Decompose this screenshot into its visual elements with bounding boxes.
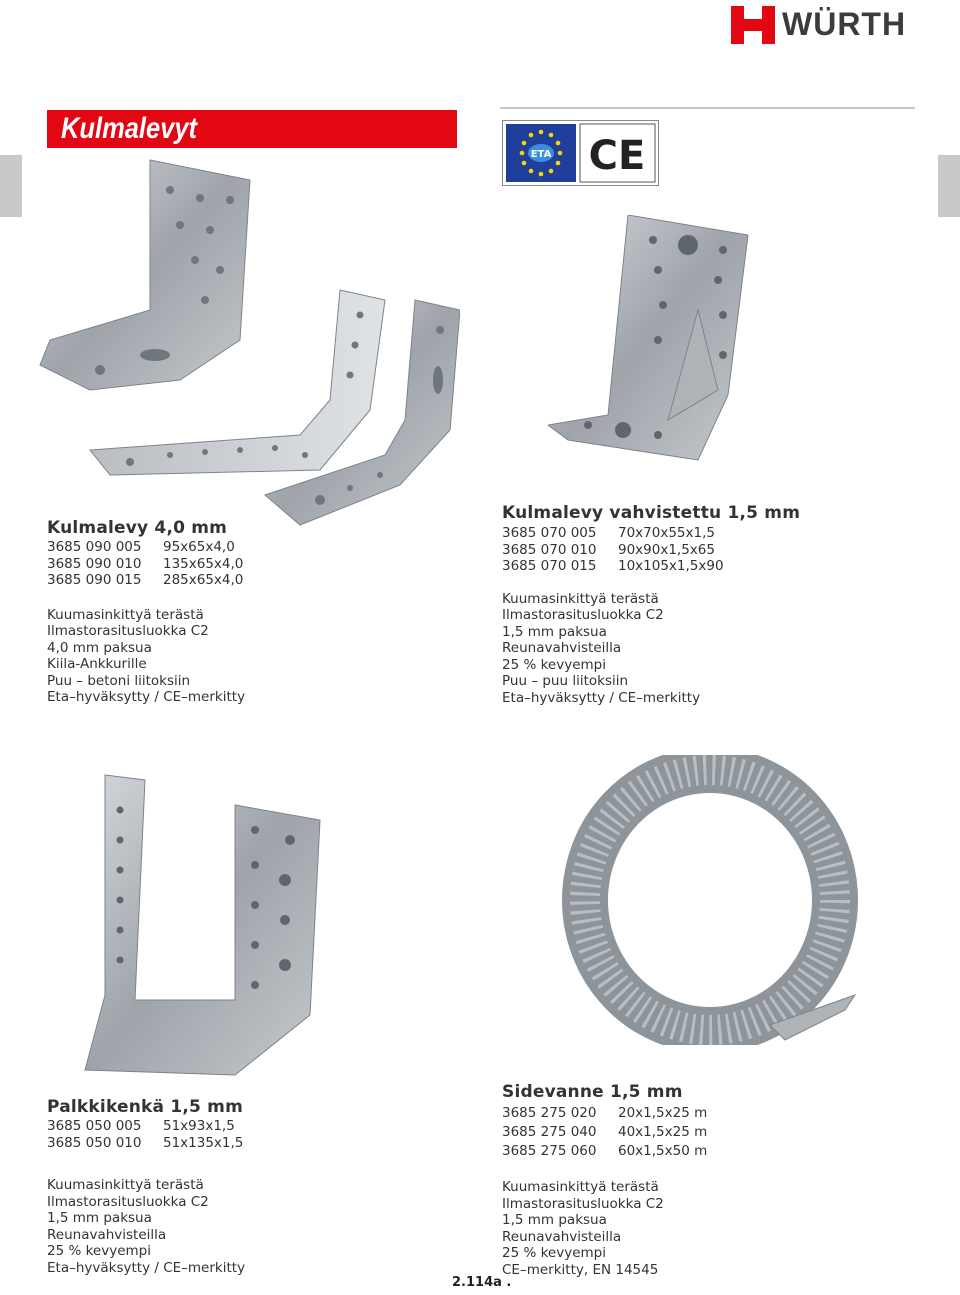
product-title: Kulmalevy 4,0 mm	[47, 518, 228, 538]
page-number: 2.114a .	[452, 1275, 512, 1290]
product-perforated-strap	[502, 1082, 707, 1278]
list-item: Puu – puu liitoksiin	[502, 673, 629, 689]
list-item: Eta–hyväksytty / CE–merkitty	[502, 689, 701, 706]
product-angle-plate-4mm	[47, 518, 245, 706]
perforated-strap-roll-image	[560, 755, 860, 1045]
list-item: Kuumasinkittyä terästä	[502, 590, 659, 607]
list-item: Kuumasinkittyä terästä	[47, 606, 204, 623]
reinforced-angle-plate-image	[548, 215, 758, 465]
joist-hanger-image	[75, 770, 340, 1080]
product-rows	[502, 1104, 707, 1161]
table-row: 3685 090 005 95x65x4,0	[47, 539, 235, 555]
page-title-bar	[47, 110, 457, 148]
list-item: Ilmastorasitusluokka C2	[502, 607, 664, 623]
side-tab-left	[0, 155, 22, 217]
list-item: Eta–hyväksytty / CE–merkitty	[47, 689, 246, 705]
table-row: 3685 070 010 90x90x1,5x65	[502, 541, 715, 558]
product-features	[47, 607, 245, 706]
table-row: 3685 275 020 20x1,5x25 m	[502, 1105, 708, 1121]
product-features	[47, 1177, 245, 1276]
table-row: 3685 050 005 51x93x1,5	[47, 1118, 235, 1134]
list-item: 1,5 mm paksua	[502, 1212, 607, 1228]
list-item: 1,5 mm paksua	[47, 1210, 152, 1226]
product-features	[502, 1179, 707, 1278]
list-item: Kuumasinkittyä terästä	[47, 1177, 204, 1193]
table-row: 3685 090 010 135x65x4,0	[47, 555, 244, 572]
list-item: Reunavahvisteilla	[47, 1226, 167, 1243]
product-features	[502, 591, 800, 707]
list-item: Puu – betoni liitoksiin	[47, 672, 191, 689]
list-item: Reunavahvisteilla	[502, 1228, 622, 1245]
product-rows	[502, 525, 800, 575]
list-item: 25 % kevyempi	[47, 1243, 151, 1259]
product-title: Sidevanne 1,5 mm	[502, 1082, 683, 1102]
table-row: 3685 090 015 285x65x4,0	[47, 572, 244, 588]
list-item: Kuumasinkittyä terästä	[502, 1179, 659, 1195]
page-title: Kulmalevyt	[61, 112, 198, 145]
list-item: 4,0 mm paksua	[47, 639, 152, 656]
product-reinforced-angle-plate	[502, 503, 800, 706]
list-item: Reunavahvisteilla	[502, 640, 622, 656]
list-item: 25 % kevyempi	[502, 1245, 606, 1261]
certification-marks	[502, 120, 659, 186]
wurth-logo-icon	[730, 4, 776, 46]
table-row: 3685 275 040 40x1,5x25 m	[502, 1124, 708, 1140]
list-item: 25 % kevyempi	[502, 656, 606, 673]
table-row: 3685 070 015 10x105x1,5x90	[502, 558, 724, 574]
ce-label: CE	[588, 133, 646, 179]
product-title: Palkkikenkä 1,5 mm	[47, 1097, 243, 1117]
list-item: CE–merkitty, EN 14545	[502, 1261, 659, 1278]
list-item: Kiila-Ankkurille	[47, 656, 147, 672]
table-row: 3685 050 010 51x135x1,5	[47, 1134, 244, 1151]
eta-ce-icon	[502, 120, 659, 186]
list-item: Ilmastorasitusluokka C2	[47, 1193, 209, 1210]
brand-name: WÜRTH	[782, 6, 907, 42]
list-item: Eta–hyväksytty / CE–merkitty	[47, 1259, 246, 1276]
product-rows	[47, 1118, 245, 1151]
table-row: 3685 070 005 70x70x55x1,5	[502, 525, 715, 541]
list-item: Ilmastorasitusluokka C2	[502, 1195, 664, 1212]
header-rule	[500, 107, 915, 109]
product-joist-hanger	[47, 1097, 245, 1276]
list-item: Ilmastorasitusluokka C2	[47, 623, 209, 639]
wurth-logo	[730, 4, 920, 46]
product-rows	[47, 539, 245, 589]
table-row: 3685 275 060 60x1,5x50 m	[502, 1143, 708, 1159]
angle-plate-4mm-image	[30, 150, 460, 530]
product-title: Kulmalevy vahvistettu 1,5 mm	[502, 503, 801, 523]
list-item: 1,5 mm paksua	[502, 623, 607, 640]
side-tab-right	[938, 155, 960, 217]
eta-label: ETA	[530, 149, 552, 160]
